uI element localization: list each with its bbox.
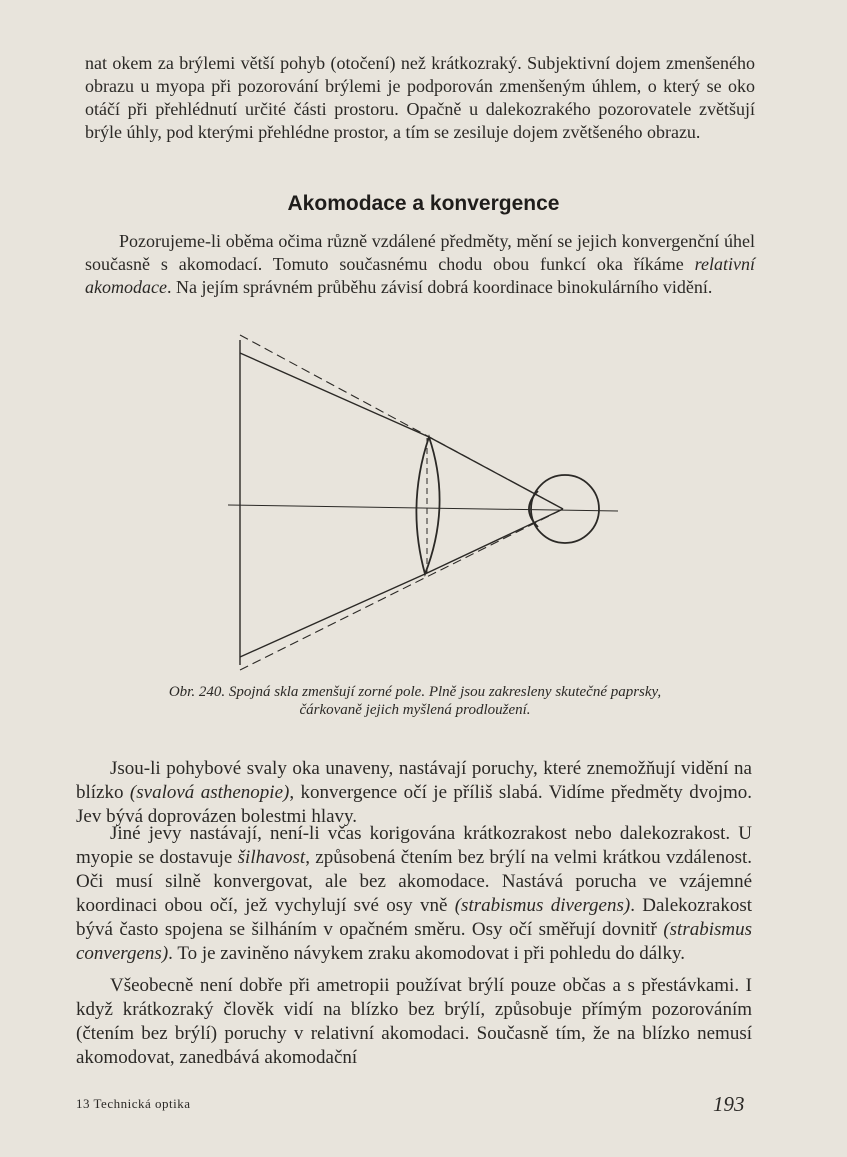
dashed-extension-bottom <box>240 509 563 670</box>
intro-paragraph: nat okem za brýlemi větší pohyb (otočení) než krátkozraký. Subjektivní dojem zmenšeného obrazu u myopa při pozorování brýlemi je podporován zmenšeným úhlem, o který se oko otáčí při přehlédnutí určité části prostoru. Opačně u dalekozrakého pozorovatele zvětšují brýle úhly, pod kterými přehlédne prostor, a tím se zesiluje dojem zvětšeného obrazu. <box>85 53 755 142</box>
paragraph-strabismus <box>76 822 752 966</box>
paragraph-text: Jiné jevy nastávají, není-li včas korigována krátkozrakost nebo dalekozrakost. U myopie se dostavuje <box>76 823 752 868</box>
caption-line: Obr. 240. Spojná skla zmenšují zorné pole. Plně jsou zakresleny skutečné paprsky, <box>168 684 662 700</box>
paragraph-text: Jsou-li pohybové svaly oka unaveny, nastávají poruchy, které znemožňují vidění na blízko <box>76 758 752 803</box>
paragraph-ametropia: Všeobecně není dobře při ametropii používat brýlí pouze občas a s přestávkami. I když krátkozraký člověk vidí na blízko bez brýlí, způsobuje přímým pozorováním (čtením bez brýlí) poruchy v relativní akomodaci. Současně tím, že na blízko nemusí akomodovat, zanedbává akomodační <box>76 975 752 1068</box>
lens-field-of-view-diagram <box>220 325 640 675</box>
eye-circle <box>531 475 599 543</box>
real-ray-bottom <box>240 574 425 657</box>
paragraph-asthenopia <box>76 757 752 829</box>
paragraph-text: . Na jejím správném průběhu závisí dobrá koordinace binokulárního vidění. <box>166 277 713 297</box>
page-number: 193 <box>713 1092 745 1116</box>
italic-term: šilhavost <box>237 847 306 868</box>
paragraph-text: Pozorujeme-li oběma očima různě vzdálené předměty, mění se jejich konvergenční úhel současně s akomodací. Tomuto současnému chodu obou funkcí oka říkáme <box>85 231 755 274</box>
italic-term: (strabismus convergens) <box>76 919 752 964</box>
paragraph-text: , konvergence očí je příliš slabá. Vidíme předměty dvojmo. Jev bývá doprovázen bolestmi hlavy. <box>76 782 752 827</box>
dashed-extension-top <box>240 335 563 509</box>
footer-signature: 13 Technická optika <box>76 1096 191 1111</box>
section-heading: Akomodace a konvergence <box>287 192 560 215</box>
paragraph-text: . Dalekozrakost bývá často spojena se šilháním v opačném směru. Osy očí směřují dovnitř <box>76 895 753 940</box>
italic-term: (svalová asthenopie) <box>129 782 290 803</box>
caption-line: čárkovaně jejich myšlená prodloužení. <box>299 702 531 718</box>
real-ray-top <box>240 353 429 437</box>
paragraph-relative-accommodation <box>85 230 755 299</box>
italic-term: (strabismus divergens) <box>454 895 631 916</box>
italic-term: relativní akomodace <box>85 254 755 297</box>
paragraph-text: . To je zaviněno návykem zraku akomodovat i při pohledu do dálky. <box>168 943 685 964</box>
paragraph-text: , způsobená čtením bez brýlí na velmi krátkou vzdálenost. Oči musí silně konvergovat, ale bez akomodace. Nastává porucha ve vzájemné koordinaci obou očí, jež vychylují své osy vně <box>76 847 753 916</box>
figure-caption <box>70 683 760 719</box>
converging-lens <box>416 437 439 574</box>
